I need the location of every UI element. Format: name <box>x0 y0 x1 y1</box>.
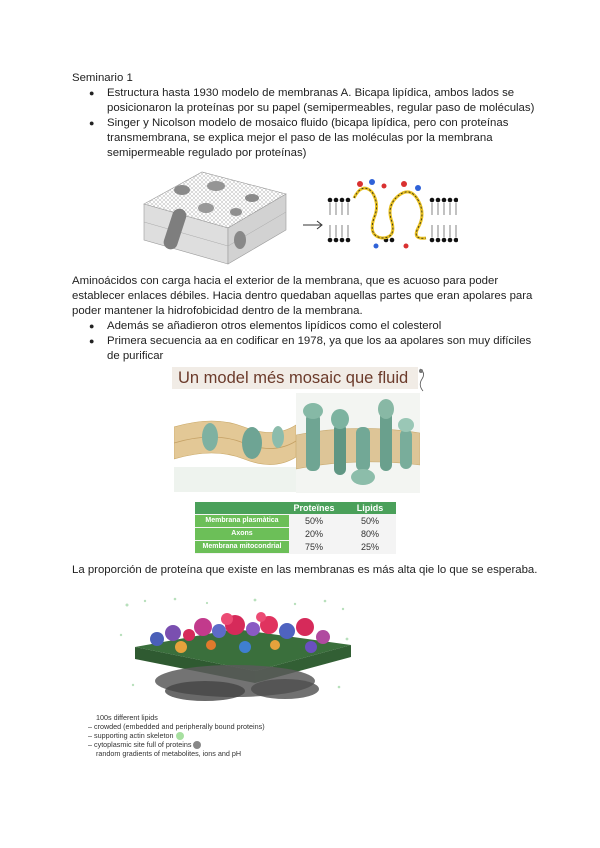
figure-caption: 100s different lipids <box>96 713 158 722</box>
table-row <box>195 541 396 554</box>
crowded-membrane-render <box>115 595 355 707</box>
caption-text: supporting actin skeleton <box>94 731 174 740</box>
arrow-icon <box>303 220 325 230</box>
bullet-dot: ● <box>89 118 95 128</box>
table-cell: 25% <box>360 542 379 552</box>
table-row-label: Membrana mitocondrial <box>195 541 289 553</box>
paragraph-line: La proporción de proteína que existe en las membranas es más alta qie lo que se esperaba. <box>72 564 538 576</box>
green-dot-icon <box>176 732 184 740</box>
caption-text: cytoplasmic site full of proteins <box>94 740 192 749</box>
table-header-proteins: Proteïnes <box>293 503 335 513</box>
table-cell: 80% <box>360 529 379 539</box>
list-item-line: Primera secuencia aa en codificar en 1978, ya que los aa apolares son muy difíciles <box>107 335 532 347</box>
list-item-line: de purificar <box>107 350 164 362</box>
paragraph-line: poder mantener la hidrofobicidad dentro de la membrana. <box>72 305 363 317</box>
caption-dash: – <box>88 731 94 740</box>
lipid-bilayer-3d-figure <box>142 164 288 270</box>
slide-title-banner <box>172 367 418 389</box>
grey-dot-icon <box>193 741 201 749</box>
table-row <box>195 515 396 528</box>
list-item-line: semipermeable regulado por proteínas) <box>107 147 307 159</box>
caption-dash: – <box>88 722 94 731</box>
paragraph-line: Aminoácidos con carga hacia el exterior de la membrana, que es acuoso para poder <box>72 275 499 287</box>
list-item-line: posicionaron la proteínas por su papel (semipermeables, regular paso de moléculas) <box>107 102 535 114</box>
fluid-membrane-illustration <box>174 397 296 492</box>
caption-text: crowded (embedded and peripherally bound proteins) <box>94 722 265 731</box>
figure-caption: random gradients of metabolites, ions and pH <box>96 749 242 758</box>
composition-table <box>195 502 396 554</box>
list-item-line: Además se añadieron otros elementos lipídicos como el colesterol <box>107 320 442 332</box>
table-cell: 50% <box>360 516 379 526</box>
crowded-membrane-illustration <box>296 393 420 493</box>
table-cell: 20% <box>304 529 323 539</box>
pin-icon <box>414 367 428 393</box>
table-cell: 50% <box>304 516 323 526</box>
list-item-line: Singer y Nicolson modelo de mosaico fluido (bicapa lipídica, pero con proteínas <box>107 117 509 129</box>
caption-dash: – <box>88 740 94 749</box>
table-header-lipids: Lipids <box>356 503 384 513</box>
transmembrane-protein-schematic <box>326 178 458 250</box>
page-title: Seminario 1 <box>72 72 133 84</box>
table-row-label: Membrana plasmàtica <box>195 515 289 527</box>
bullet-dot: ● <box>89 321 95 331</box>
slide-title: Un model més mosaic que fluid <box>178 369 409 387</box>
list-item-line: transmembrana, se explica mejor el paso de las moléculas por la membrana <box>107 132 493 144</box>
bullet-dot: ● <box>89 336 95 346</box>
paragraph-line: establecer enlaces débiles. Hacia dentro quedaban aquellas partes que eran apolares para <box>72 290 533 302</box>
table-row <box>195 528 396 541</box>
list-item-line: Estructura hasta 1930 modelo de membranas A. Bicapa lipídica, ambos lados se <box>107 87 515 99</box>
bullet-dot: ● <box>89 88 95 98</box>
table-row-label: Axons <box>195 528 289 540</box>
table-cell: 75% <box>304 542 323 552</box>
